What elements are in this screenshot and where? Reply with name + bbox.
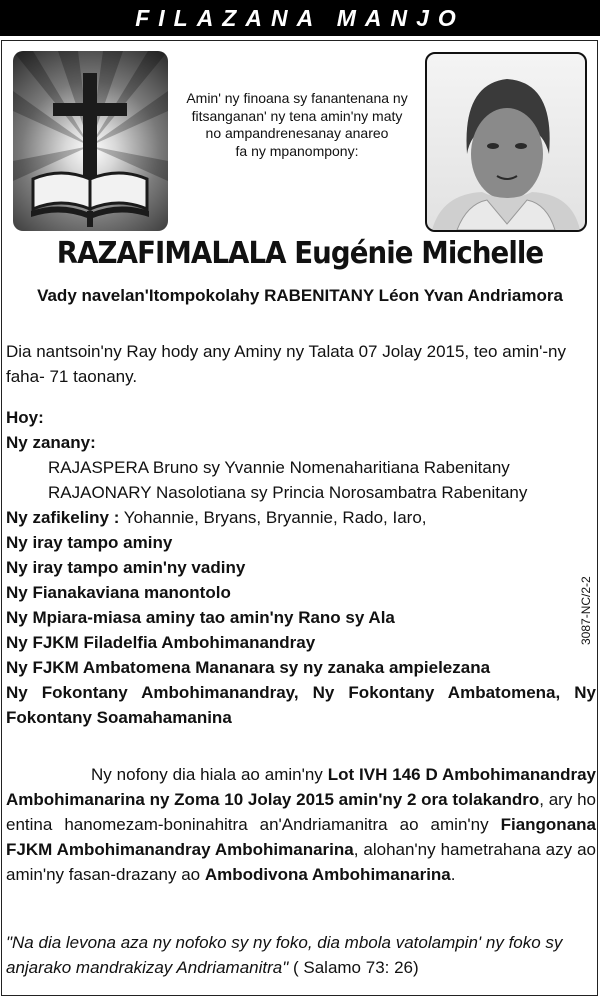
quote-reference: ( Salamo 73: 26) <box>288 958 419 977</box>
grandchildren-names: Yohannie, Bryans, Bryannie, Rado, Iaro, <box>119 508 427 527</box>
intro-line: no ampandrenesanay anareo <box>205 125 389 141</box>
intro-text <box>172 90 422 160</box>
burial-text-part: , ary ho entina hanomezam-boninahitra an'Andriamanitra ao amin'ny <box>6 790 596 834</box>
children-label: Ny zanany: <box>6 433 96 452</box>
header-bar <box>0 0 600 36</box>
deceased-name: RAZAFIMALALA Eugénie Michelle <box>56 236 544 271</box>
intro-line: fitsanganan' ny tena amin'ny maty <box>191 107 403 124</box>
child-entry: RAJASPERA Bruno sy Yvannie Nomenaharitiana Rabenitany <box>48 458 510 477</box>
mourner-entry: Ny iray tampo aminy <box>6 533 173 552</box>
cross-bible-icon <box>13 51 168 231</box>
burial-paragraph <box>6 762 596 887</box>
intro-line: fa ny mpanompony: <box>235 142 359 159</box>
mourner-entry: Ny Mpiara-miasa aminy tao amin'ny Rano sy Ala <box>6 608 395 627</box>
quote-text: "Na dia levona aza ny nofoko sy ny foko, dia mbola vatolampin' ny foko sy anjarako mandrakizay Andriamanitra" <box>6 933 563 977</box>
intro-line: Amin' ny finoana sy fanantenana ny <box>186 90 408 106</box>
burial-text-part: , alohan'ny hametrahana azy ao amin'ny fasan-drazany ao <box>6 840 596 884</box>
burial-text-part: Ny nofony dia hiala ao amin'ny <box>91 765 328 784</box>
hoy-label: Hoy: <box>6 408 44 427</box>
mourner-entry: Ny FJKM Ambatomena Mananara sy ny zanaka ampielezana <box>6 658 491 677</box>
portrait-photo <box>425 52 587 232</box>
church-name: Fiangonana FJKM Ambohimanandray Ambohimanarina <box>6 815 596 859</box>
mourner-entry: Ny FJKM Filadelfia Ambohimanandray <box>6 633 316 652</box>
spouse-line: Vady navelan'Itompokolahy RABENITANY Léon Yvan Andriamora <box>37 286 563 305</box>
grandchildren-line <box>6 505 596 530</box>
survivors-list <box>6 405 596 730</box>
bible-quote <box>6 930 596 980</box>
tomb-location: Ambodivona Ambohimanarina <box>204 865 451 884</box>
side-code: 3087-NC/2-2 <box>579 576 593 645</box>
burial-text-part: . <box>450 865 456 884</box>
grandchildren-label: Ny zafikeliny : <box>6 508 120 527</box>
mourner-entry: Ny iray tampo amin'ny vadiny <box>6 558 246 577</box>
announcement-paragraph: Dia nantsoin'ny Ray hody any Aminy ny Talata 07 Jolay 2015, teo amin'-ny faha- 71 taonany. <box>6 342 566 386</box>
child-entry: RAJAONARY Nasolotiana sy Princia Norosambatra Rabenitany <box>48 483 528 502</box>
mourner-entry: Ny Fokontany Ambohimanandray, Ny Fokontany Ambatomena, Ny Fokontany Soamahamanina <box>6 683 596 727</box>
burial-location: Lot IVH 146 D Ambohimanandray Ambohimanarina ny Zoma 10 Jolay 2015 amin'ny 2 ora tolakandro <box>6 765 596 809</box>
header-title: FILAZANA MANJO <box>135 4 465 31</box>
mourner-entry: Ny Fianakaviana manontolo <box>6 583 231 602</box>
burial-text <box>6 762 596 887</box>
